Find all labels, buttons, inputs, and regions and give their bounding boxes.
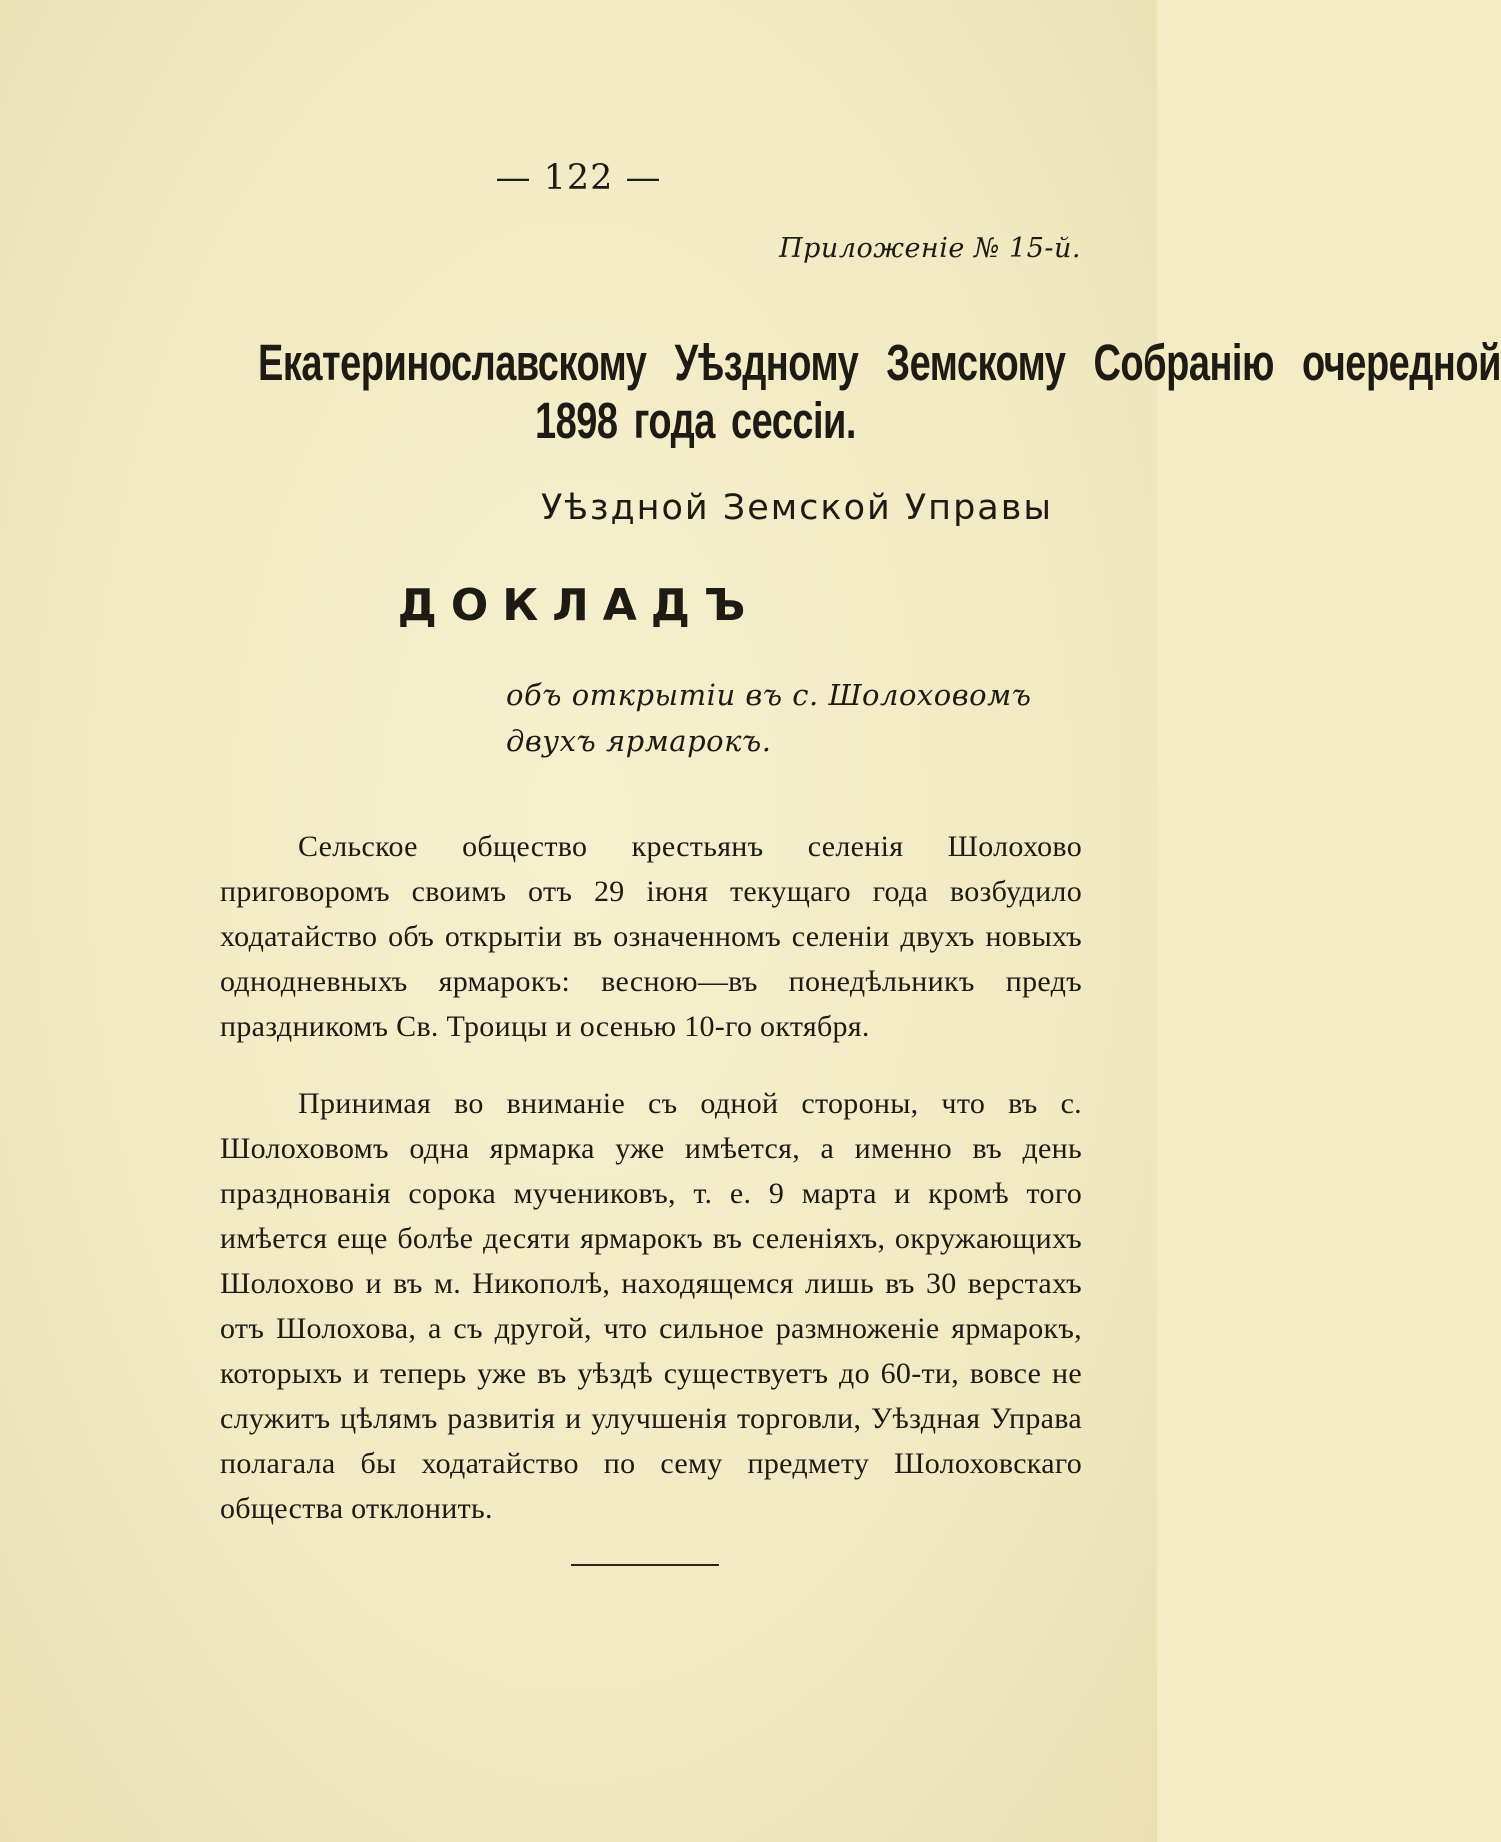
body-paragraph-1: Сельское общество крестьянъ селенія Шолохово приговоромъ своимъ отъ 29 іюня текущаго года возбудило ходатайство объ открытіи въ означенномъ селеніи двухъ новыхъ однодневныхъ ярмарокъ: весною—въ понедѣльникъ предъ праздникомъ Св. Троицы и осенью 10-го октября. — [220, 830, 1082, 1043]
address-line-2: 1898 года сессіи. — [535, 393, 856, 451]
council-name: Уѣздной Земской Управы — [540, 488, 1053, 528]
closing-rule — [571, 1564, 719, 1566]
body-paragraph-2: Принимая во вниманіе съ одной стороны, что въ с. Шолоховомъ одна ярмарка уже имѣется, а именно въ день празднованія сорока мучениковъ, т. е. 9 марта и кромѣ того имѣется еще болѣе десяти ярмарокъ въ селеніяхъ, окружающихъ Шолохово и въ м. Никополѣ, находящемся лишь въ 30 верстахъ отъ Шолохова, а съ другой, что сильное размноженіе ярмарокъ, которыхъ и теперь уже въ уѣздѣ существуетъ до 60-ти, вовсе не служитъ цѣлямъ развитія и улучшенія торговли, Уѣздная Управа полагала бы ходатайство по сему предмету Шолоховскаго общества отклонить. — [220, 1087, 1082, 1525]
address-heading — [258, 335, 1501, 451]
page-number: — 122 — — [495, 158, 662, 198]
address-line-1: Екатеринославскому Уѣздному Земскому Собранію очередной — [258, 335, 1501, 393]
report-subject: объ открытіи въ с. Шолоховомъ двухъ ярмарокъ. — [506, 678, 1032, 758]
report-title: ДОКЛАДЪ — [397, 580, 760, 631]
appendix-label: Приложеніе № 15-й. — [779, 233, 1081, 264]
